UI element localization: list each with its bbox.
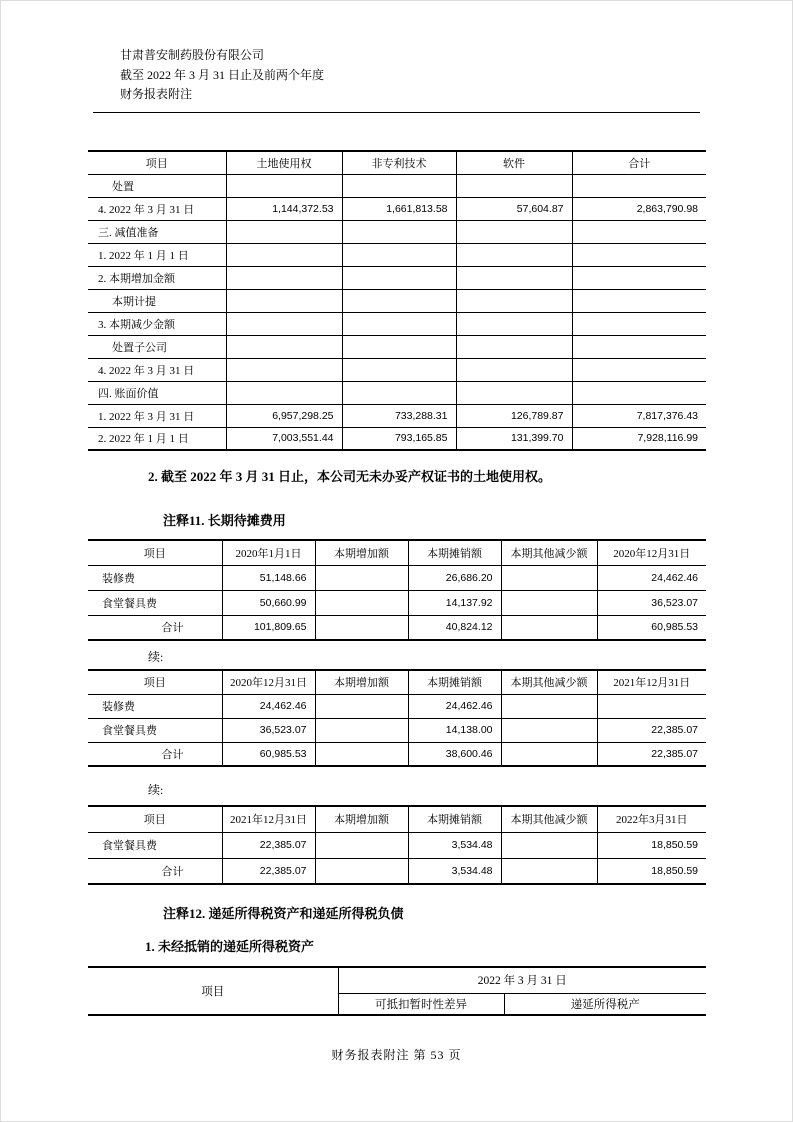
row-label: 4. 2022 年 3 月 31 日 bbox=[88, 197, 226, 220]
cell-value bbox=[315, 615, 408, 640]
cell-value bbox=[226, 312, 342, 335]
cell-value bbox=[315, 832, 408, 858]
intangible-assets-table bbox=[88, 150, 706, 451]
row-label: 食堂餐具费 bbox=[88, 832, 222, 858]
cell-value: 14,138.00 bbox=[408, 718, 501, 742]
deferred-tax-table bbox=[88, 966, 706, 1016]
table-row bbox=[88, 335, 706, 358]
column-header: 软件 bbox=[456, 151, 572, 174]
table-row bbox=[88, 404, 706, 427]
row-label: 食堂餐具费 bbox=[88, 590, 222, 615]
table-row bbox=[88, 174, 706, 197]
table-row bbox=[88, 590, 706, 615]
document-header bbox=[120, 46, 324, 105]
row-label: 装修费 bbox=[88, 694, 222, 718]
cell-value bbox=[226, 243, 342, 266]
table-row bbox=[88, 718, 706, 742]
cell-value bbox=[342, 289, 456, 312]
table-row bbox=[88, 289, 706, 312]
column-header-deferred-tax: 递延所得税产 bbox=[504, 993, 706, 1015]
cell-value bbox=[501, 742, 597, 766]
cell-value: 126,789.87 bbox=[456, 404, 572, 427]
cell-value bbox=[501, 694, 597, 718]
table-header-row bbox=[88, 151, 706, 174]
cell-value: 733,288.31 bbox=[342, 404, 456, 427]
cell-value: 14,137.92 bbox=[408, 590, 501, 615]
column-header: 项目 bbox=[88, 151, 226, 174]
table-header-row bbox=[88, 670, 706, 694]
table-row bbox=[88, 832, 706, 858]
cell-value: 7,928,116.99 bbox=[572, 427, 706, 450]
column-header: 合计 bbox=[572, 151, 706, 174]
cell-value bbox=[501, 718, 597, 742]
page-footer: 财务报表附注 第 53 页 bbox=[331, 1048, 462, 1062]
continued-label: 续: bbox=[148, 650, 164, 664]
cell-value: 1,144,372.53 bbox=[226, 197, 342, 220]
cell-value bbox=[501, 590, 597, 615]
cell-value: 60,985.53 bbox=[597, 615, 706, 640]
column-header: 2020年12月31日 bbox=[222, 670, 315, 694]
cell-value bbox=[456, 266, 572, 289]
column-header: 项目 bbox=[88, 670, 222, 694]
cell-value: 24,462.46 bbox=[222, 694, 315, 718]
note11-title: 注释11. 长期待摊费用 bbox=[163, 513, 286, 528]
cell-value bbox=[226, 358, 342, 381]
table-row bbox=[88, 694, 706, 718]
row-label: 处置子公司 bbox=[88, 335, 226, 358]
table-row bbox=[88, 312, 706, 335]
cell-value bbox=[315, 742, 408, 766]
cell-value bbox=[572, 174, 706, 197]
column-header: 本期摊销额 bbox=[408, 540, 501, 565]
cell-value bbox=[315, 858, 408, 884]
cell-value: 36,523.07 bbox=[222, 718, 315, 742]
column-header-date: 2022 年 3 月 31 日 bbox=[338, 967, 706, 993]
column-header: 2022年3月31日 bbox=[597, 806, 706, 832]
company-name: 甘肃普安制药股份有限公司 bbox=[120, 48, 265, 62]
cell-value bbox=[226, 266, 342, 289]
column-header: 本期其他减少额 bbox=[501, 670, 597, 694]
column-header: 项目 bbox=[88, 806, 222, 832]
cell-value bbox=[342, 174, 456, 197]
cell-value: 26,686.20 bbox=[408, 565, 501, 590]
cell-value bbox=[226, 220, 342, 243]
cell-value bbox=[456, 381, 572, 404]
row-label: 2. 2022 年 1 月 1 日 bbox=[88, 427, 226, 450]
row-label: 1. 2022 年 3 月 31 日 bbox=[88, 404, 226, 427]
cell-value bbox=[342, 335, 456, 358]
note12-subtitle: 1. 未经抵销的递延所得税资产 bbox=[145, 939, 315, 954]
cell-value bbox=[315, 590, 408, 615]
cell-value: 101,809.65 bbox=[222, 615, 315, 640]
table-row bbox=[88, 615, 706, 640]
cell-value bbox=[572, 220, 706, 243]
column-header: 本期摊销额 bbox=[408, 806, 501, 832]
cell-value bbox=[501, 832, 597, 858]
cell-value bbox=[456, 243, 572, 266]
column-header: 2020年12月31日 bbox=[597, 540, 706, 565]
row-label: 四. 账面价值 bbox=[88, 381, 226, 404]
cell-value bbox=[501, 858, 597, 884]
row-label: 项目 bbox=[88, 967, 338, 1015]
column-header: 本期增加额 bbox=[315, 670, 408, 694]
column-header: 本期摊销额 bbox=[408, 670, 501, 694]
cell-value: 22,385.07 bbox=[222, 832, 315, 858]
cell-value: 2,863,790.98 bbox=[572, 197, 706, 220]
table-header-row bbox=[88, 540, 706, 565]
cell-value bbox=[226, 174, 342, 197]
continued-label: 续: bbox=[148, 783, 164, 797]
cell-value bbox=[456, 358, 572, 381]
column-header: 2020年1月1日 bbox=[222, 540, 315, 565]
column-header: 2021年12月31日 bbox=[222, 806, 315, 832]
cell-value: 24,462.46 bbox=[408, 694, 501, 718]
long-term-expense-table-2021 bbox=[88, 669, 706, 767]
cell-value bbox=[456, 174, 572, 197]
cell-value: 7,817,376.43 bbox=[572, 404, 706, 427]
row-label: 装修费 bbox=[88, 565, 222, 590]
cell-value bbox=[456, 312, 572, 335]
table-row bbox=[88, 197, 706, 220]
cell-value bbox=[572, 381, 706, 404]
row-label: 三. 减值准备 bbox=[88, 220, 226, 243]
column-header: 项目 bbox=[88, 540, 222, 565]
header-rule bbox=[93, 112, 700, 113]
cell-value: 793,165.85 bbox=[342, 427, 456, 450]
column-header: 本期其他减少额 bbox=[501, 806, 597, 832]
cell-value bbox=[226, 335, 342, 358]
cell-value bbox=[572, 266, 706, 289]
table-row bbox=[88, 266, 706, 289]
column-header-deductible-difference: 可抵扣暂时性差异 bbox=[338, 993, 504, 1015]
cell-value bbox=[501, 565, 597, 590]
cell-value: 24,462.46 bbox=[597, 565, 706, 590]
row-label: 合计 bbox=[88, 615, 222, 640]
cell-value bbox=[342, 312, 456, 335]
cell-value bbox=[226, 289, 342, 312]
cell-value bbox=[342, 358, 456, 381]
cell-value: 6,957,298.25 bbox=[226, 404, 342, 427]
report-period: 截至 2022 年 3 月 31 日止及前两个年度 bbox=[120, 67, 325, 82]
row-label: 4. 2022 年 3 月 31 日 bbox=[88, 358, 226, 381]
cell-value: 50,660.99 bbox=[222, 590, 315, 615]
row-label: 本期计提 bbox=[88, 289, 226, 312]
cell-value bbox=[226, 381, 342, 404]
cell-value: 60,985.53 bbox=[222, 742, 315, 766]
cell-value: 22,385.07 bbox=[597, 742, 706, 766]
cell-value: 51,148.66 bbox=[222, 565, 315, 590]
cell-value: 3,534.48 bbox=[408, 832, 501, 858]
row-label: 3. 本期减少金额 bbox=[88, 312, 226, 335]
long-term-expense-table-2022 bbox=[88, 805, 706, 885]
cell-value: 131,399.70 bbox=[456, 427, 572, 450]
cell-value: 18,850.59 bbox=[597, 832, 706, 858]
note12-title: 注释12. 递延所得税资产和递延所得税负债 bbox=[163, 906, 404, 921]
cell-value bbox=[501, 615, 597, 640]
cell-value bbox=[315, 565, 408, 590]
table-row bbox=[88, 358, 706, 381]
cell-value: 7,003,551.44 bbox=[226, 427, 342, 450]
cell-value bbox=[342, 266, 456, 289]
row-label: 处置 bbox=[88, 174, 226, 197]
cell-value bbox=[342, 220, 456, 243]
cell-value bbox=[572, 243, 706, 266]
table-row bbox=[88, 742, 706, 766]
column-header: 本期其他减少额 bbox=[501, 540, 597, 565]
land-certificate-note: 2. 截至 2022 年 3 月 31 日止，本公司无未办妥产权证书的土地使用权。 bbox=[148, 469, 552, 484]
cell-value: 3,534.48 bbox=[408, 858, 501, 884]
cell-value bbox=[315, 694, 408, 718]
cell-value: 18,850.59 bbox=[597, 858, 706, 884]
table-row bbox=[88, 858, 706, 884]
cell-value: 36,523.07 bbox=[597, 590, 706, 615]
row-label: 合计 bbox=[88, 742, 222, 766]
cell-value bbox=[342, 243, 456, 266]
cell-value bbox=[342, 381, 456, 404]
cell-value: 38,600.46 bbox=[408, 742, 501, 766]
row-label: 1. 2022 年 1 月 1 日 bbox=[88, 243, 226, 266]
column-header: 非专利技术 bbox=[342, 151, 456, 174]
cell-value: 57,604.87 bbox=[456, 197, 572, 220]
column-header: 本期增加额 bbox=[315, 806, 408, 832]
table-row bbox=[88, 427, 706, 450]
table-row bbox=[88, 565, 706, 590]
column-header: 本期增加额 bbox=[315, 540, 408, 565]
cell-value bbox=[456, 289, 572, 312]
row-label: 2. 本期增加金额 bbox=[88, 266, 226, 289]
table-row bbox=[88, 243, 706, 266]
cell-value bbox=[572, 335, 706, 358]
cell-value bbox=[456, 335, 572, 358]
cell-value bbox=[315, 718, 408, 742]
cell-value: 22,385.07 bbox=[597, 718, 706, 742]
table-row bbox=[88, 220, 706, 243]
table-row bbox=[88, 381, 706, 404]
cell-value bbox=[456, 220, 572, 243]
cell-value bbox=[572, 289, 706, 312]
cell-value: 40,824.12 bbox=[408, 615, 501, 640]
cell-value: 22,385.07 bbox=[222, 858, 315, 884]
cell-value bbox=[572, 358, 706, 381]
long-term-expense-table-2020 bbox=[88, 539, 706, 641]
row-label: 食堂餐具费 bbox=[88, 718, 222, 742]
column-header: 土地使用权 bbox=[226, 151, 342, 174]
document-type: 财务报表附注 bbox=[120, 87, 193, 101]
column-header: 2021年12月31日 bbox=[597, 670, 706, 694]
cell-value bbox=[572, 312, 706, 335]
row-label: 合计 bbox=[88, 858, 222, 884]
table-header-row bbox=[88, 806, 706, 832]
cell-value bbox=[597, 694, 706, 718]
cell-value: 1,661,813.58 bbox=[342, 197, 456, 220]
table-row bbox=[88, 967, 706, 993]
